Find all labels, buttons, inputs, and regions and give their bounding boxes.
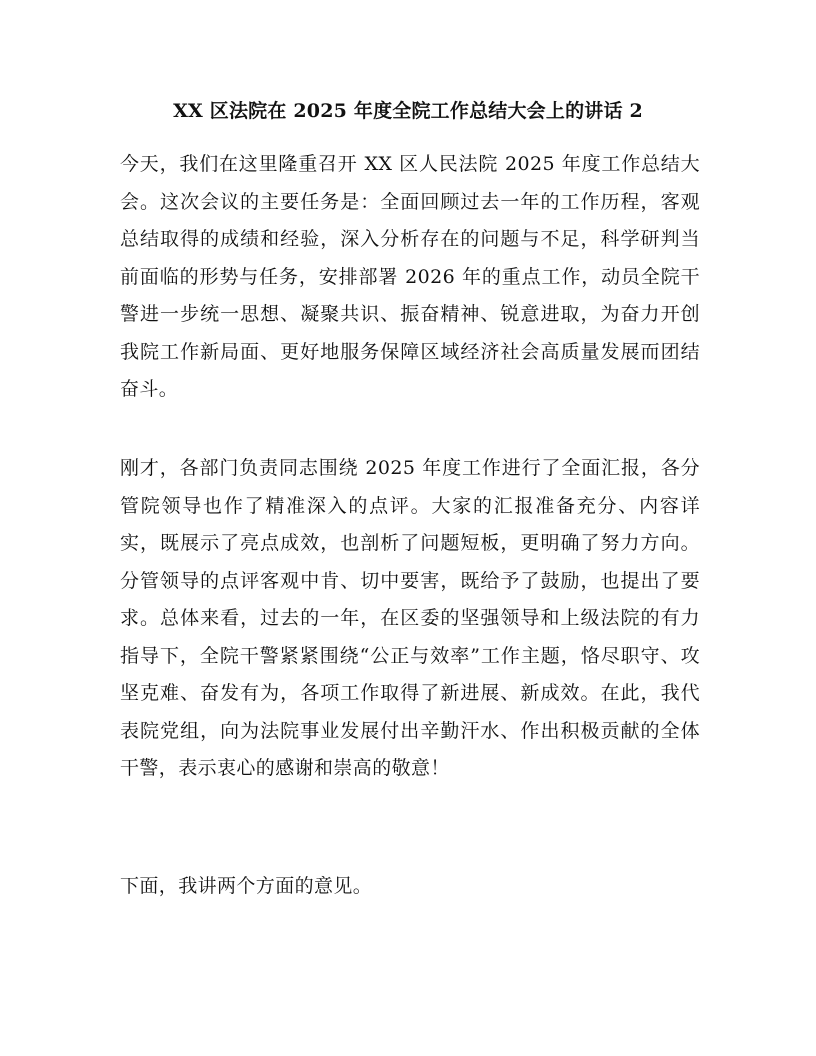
document-title: XX 区法院在 2025 年度全院工作总结大会上的讲话 2: [173, 100, 643, 122]
paragraph-opening: 今天，我们在这里隆重召开 XX 区人民法院 2025 年度工作总结大会。这次会议的主要任务是：全面回顾过去一年的工作历程，客观总结取得的成绩和经验，深入分析存在的问题与不足，科学研判当前面临的形势与任务，安排部署 2026 年的重点工作，动员全院干警进一步统一思想、凝聚共识、振奋精神、锐意进取，为奋力开创我院工作新局面、更好地服务保障区域经济社会高质量发展而团结奋斗。: [120, 153, 700, 400]
paragraph-transition: 下面，我讲两个方面的意见。: [120, 875, 373, 897]
paragraph-review: 刚才，各部门负责同志围绕 2025 年度工作进行了全面汇报，各分管院领导也作了精准深入的点评。大家的汇报准备充分、内容详实，既展示了亮点成效，也剖析了问题短板，更明确了努力方向。分管领导的点评客观中肯、切中要害，既给予了鼓励，也提出了要求。总体来看，过去的一年，在区委的坚强领导和上级法院的有力指导下，全院干警紧紧围绕“公正与效率”工作主题，恪尽职守、攻坚克难、奋发有为，各项工作取得了新进展、新成效。在此，我代表院党组，向为法院事业发展付出辛勤汗水、作出积极贡献的全体干警，表示衷心的感谢和崇高的敬意！: [120, 457, 700, 779]
